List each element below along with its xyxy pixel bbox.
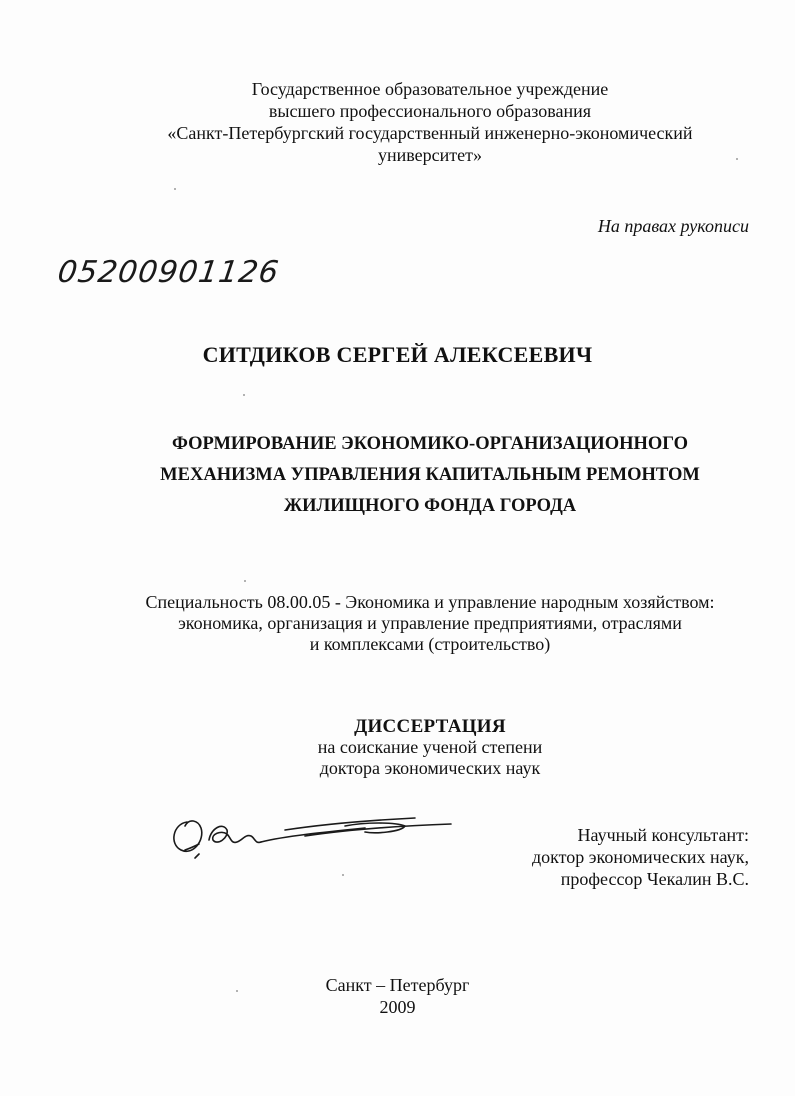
- specialty-line-3: и комплексами (строительство): [309, 634, 551, 654]
- title-line-2: МЕХАНИЗМА УПРАВЛЕНИЯ КАПИТАЛЬНЫМ РЕМОНТОМ: [160, 465, 700, 485]
- handwritten-registration-number: 05200901126: [55, 255, 282, 290]
- degree-line-1: на соискание ученой степени: [317, 737, 543, 757]
- institution-line-1: Государственное образовательное учреждение: [251, 79, 609, 99]
- manuscript-note: На правах рукописи: [597, 216, 749, 236]
- dissertation-title: [100, 429, 760, 522]
- year: 2009: [379, 997, 416, 1017]
- title-line-1: ФОРМИРОВАНИЕ ЭКОНОМИКО-ОРГАНИЗАЦИОННОГО: [172, 434, 688, 454]
- dissertation-block: [100, 716, 760, 779]
- degree-line-2: доктора экономических наук: [319, 758, 541, 778]
- scan-speck: [243, 394, 245, 396]
- consultant-degree: доктор экономических наук,: [532, 847, 749, 867]
- institution-line-3: «Санкт-Петербургский государственный инженерно-экономический: [167, 123, 693, 143]
- specialty-line-1: Специальность 08.00.05 - Экономика и управление народным хозяйством:: [145, 592, 715, 612]
- title-line-3: ЖИЛИЩНОГО ФОНДА ГОРОДА: [283, 496, 577, 516]
- handwritten-signature: [165, 800, 465, 860]
- scan-speck: [244, 580, 246, 582]
- scan-speck: [174, 188, 176, 190]
- institution-line-2: высшего профессионального образования: [268, 101, 592, 121]
- scan-speck: [736, 158, 738, 160]
- scan-speck: [342, 874, 344, 876]
- consultant-name: профессор Чекалин В.С.: [560, 869, 749, 889]
- place-and-year: [0, 974, 795, 1018]
- author-name: СИТДИКОВ СЕРГЕЙ АЛЕКСЕЕВИЧ: [202, 342, 593, 367]
- institution-header: [100, 78, 760, 166]
- institution-line-4: университет»: [378, 145, 482, 165]
- specialty-line-2: экономика, организация и управление предприятиями, отраслями: [178, 613, 682, 633]
- scan-speck: [236, 990, 238, 992]
- document-type: ДИССЕРТАЦИЯ: [354, 716, 506, 737]
- specialty-block: [90, 592, 770, 655]
- city: Санкт – Петербург: [325, 975, 470, 995]
- consultant-role: Научный консультант:: [577, 825, 749, 845]
- scientific-consultant: [532, 824, 749, 890]
